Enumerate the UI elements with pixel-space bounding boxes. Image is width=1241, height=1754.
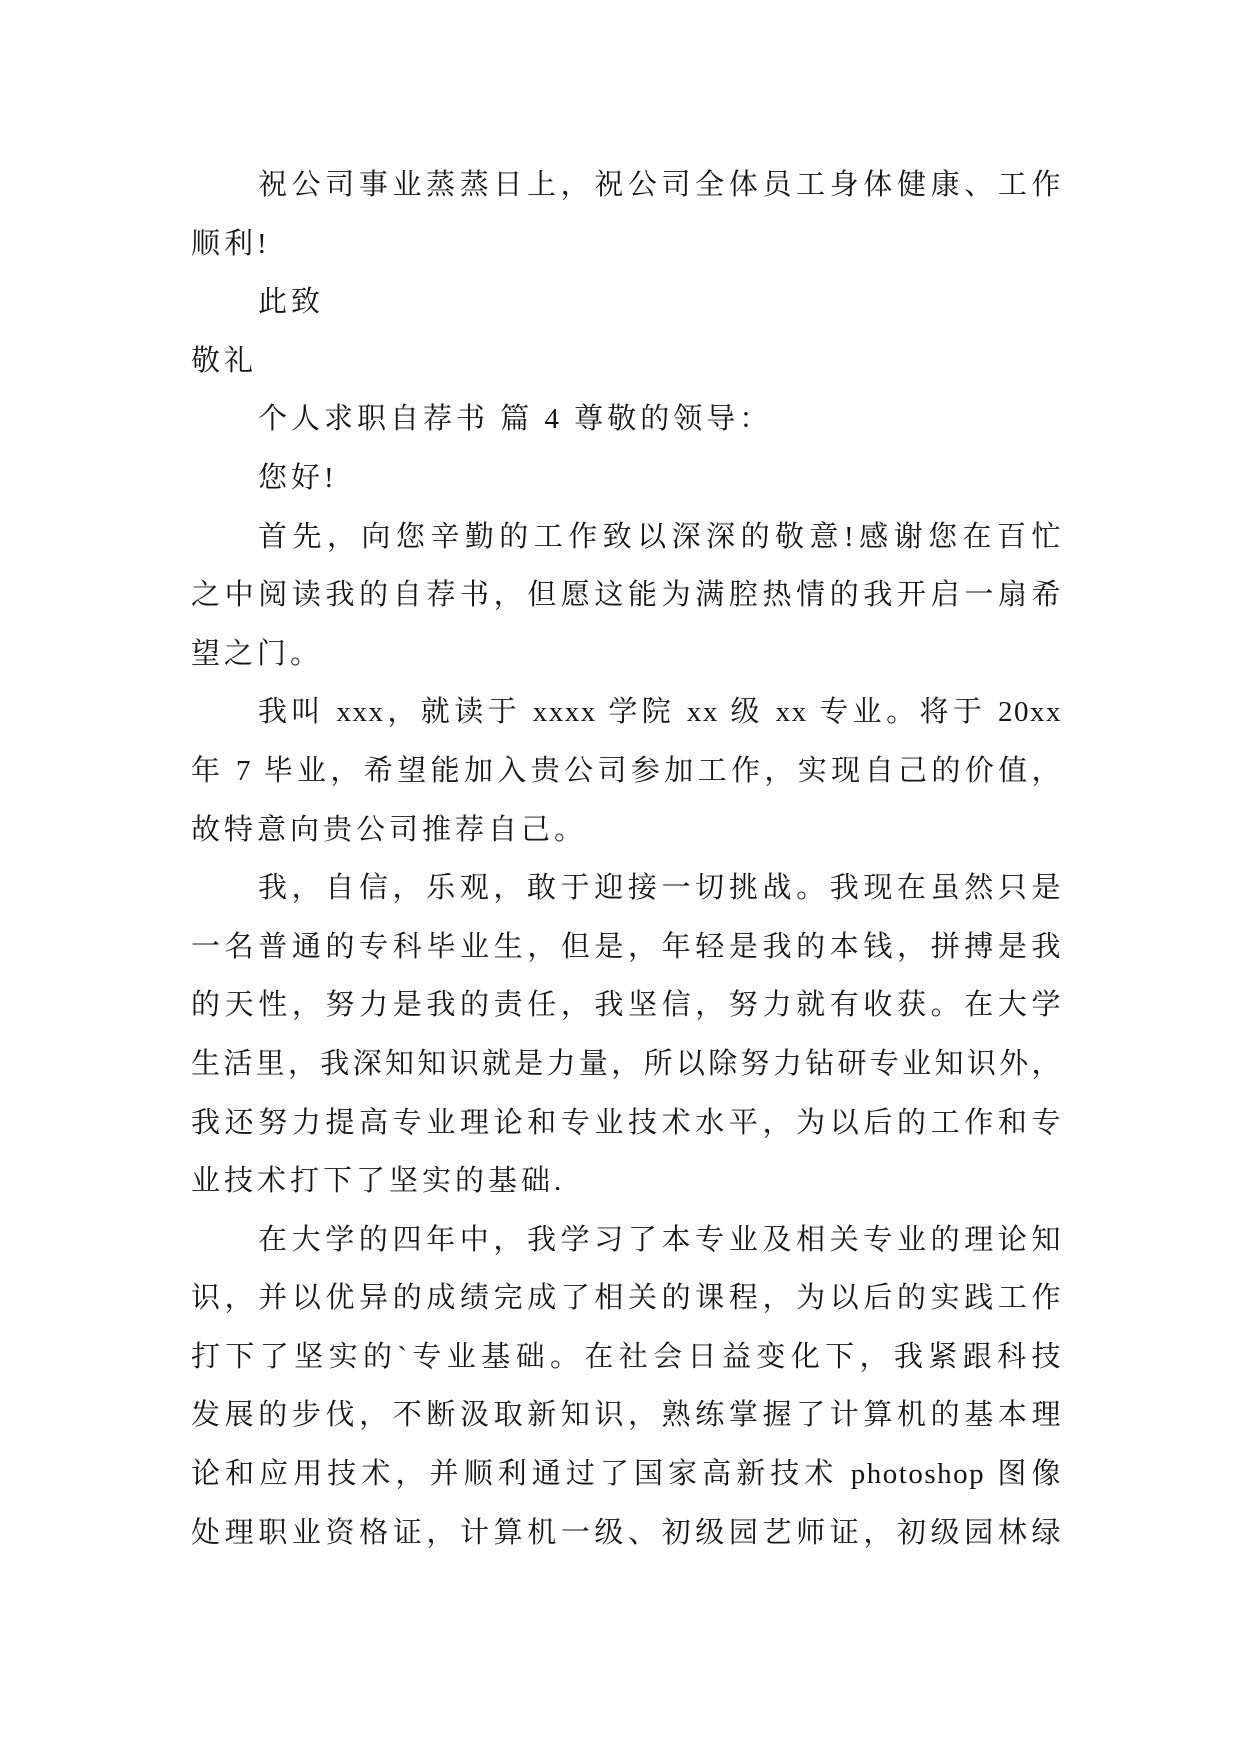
paragraph-line: 业技术打下了坚实的基础. — [191, 1165, 566, 1198]
paragraph-line: 我叫 xxx，就读于 xxxx 学院 xx 级 xx 专业。将于 20xx — [258, 696, 1062, 729]
paragraph-line: 我，自信，乐观，敢于迎接一切挑战。我现在虽然只是 — [258, 872, 1062, 905]
paragraph-line: 故特意向贵公司推荐自己。 — [191, 813, 588, 846]
paragraph-line: 年 7 毕业，希望能加入贵公司参加工作，实现自己的价值， — [191, 754, 1062, 787]
paragraph-line: 处理职业资格证，计算机一级、初级园艺师证，初级园林绿 — [191, 1516, 1062, 1549]
paragraph-line: 我还努力提高专业理论和专业技术水平，为以后的工作和专 — [191, 1106, 1062, 1139]
section-heading: 个人求职自荐书 篇 4 尊敬的领导： — [258, 403, 773, 436]
paragraph-line: 发展的步伐，不断汲取新知识，熟练掌握了计算机的基本理 — [191, 1399, 1062, 1432]
paragraph-line: 在大学的四年中，我学习了本专业及相关专业的理论知 — [258, 1223, 1062, 1256]
paragraph-line: 望之门。 — [191, 637, 324, 670]
paragraph-line: 顺利! — [191, 227, 271, 260]
paragraph-line: 一名普通的专科毕业生，但是，年轻是我的本钱，拼搏是我 — [191, 930, 1062, 963]
paragraph-line: 祝公司事业蒸蒸日上，祝公司全体员工身体健康、工作 — [258, 169, 1062, 201]
paragraph-line: 识，并以优异的成绩完成了相关的课程，为以后的实践工作 — [191, 1282, 1062, 1315]
paragraph-line: 打下了坚实的`专业基础。在社会日益变化下，我紧跟科技 — [191, 1340, 1062, 1373]
paragraph-line: 之中阅读我的自荐书，但愿这能为满腔热情的我开启一扇希 — [191, 579, 1062, 612]
paragraph-line: 论和应用技术，并顺利通过了国家高新技术 photoshop 图像 — [191, 1458, 1062, 1491]
document-body — [191, 156, 1062, 1562]
closing-phrase: 此致 — [258, 286, 325, 319]
paragraph-line: 生活里，我深知知识就是力量，所以除努力钻研专业知识外， — [191, 1047, 1062, 1080]
paragraph-line: 的天性，努力是我的责任，我坚信，努力就有收获。在大学 — [191, 989, 1062, 1022]
greeting: 您好! — [258, 461, 338, 494]
paragraph-line: 首先，向您辛勤的工作致以深深的敬意!感谢您在百忙 — [258, 520, 1062, 553]
closing-salutation: 敬礼 — [191, 344, 258, 377]
